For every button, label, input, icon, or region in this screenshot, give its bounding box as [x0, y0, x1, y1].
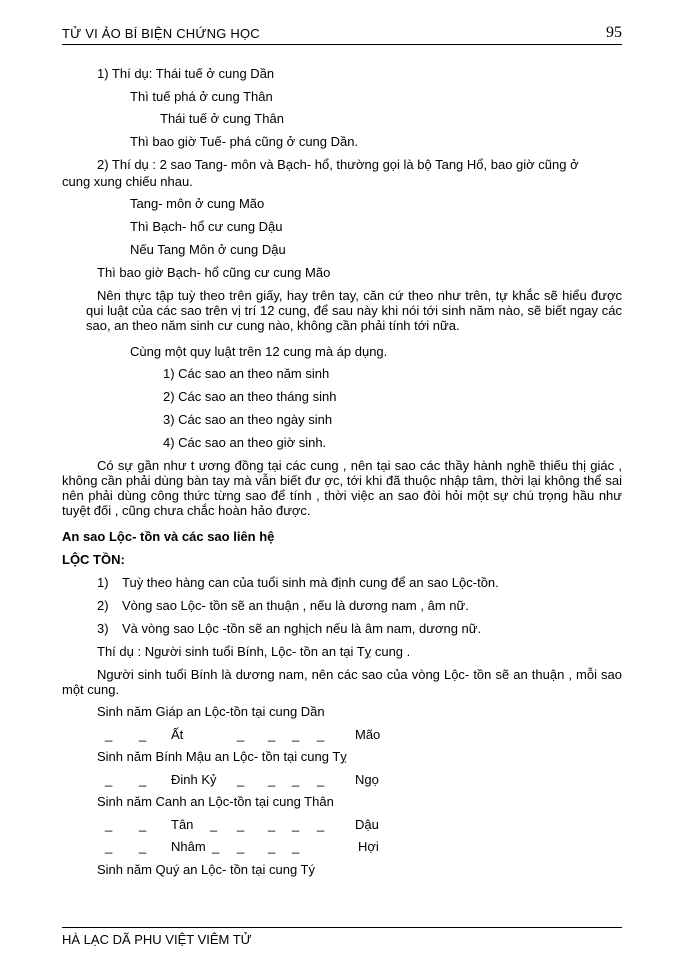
- numbered-item-number: 1): [97, 575, 109, 590]
- example-1-line: 1) Thí dụ: Thái tuế ở cung Dần: [97, 66, 275, 81]
- ditto-mark: _: [268, 839, 276, 854]
- ditto-mark: _: [237, 817, 245, 832]
- birth-year-line: Sinh năm Bính Mậu an Lộc- tồn tại cung Tỵ: [97, 749, 347, 764]
- heavenly-stem: Ất: [171, 727, 184, 742]
- ditto-mark: _: [292, 772, 300, 787]
- ditto-mark: _: [139, 817, 147, 832]
- ditto-mark: _: [317, 727, 325, 742]
- numbered-item-text: Và vòng sao Lộc -tồn sẽ an nghịch nếu là âm nam, dương nữ.: [122, 621, 482, 636]
- ditto-mark: _: [105, 817, 113, 832]
- paragraph-explanation: Người sinh tuổi Bính là dương nam, nên các sao của vòng Lộc- tồn sẽ an thuận , mỗi sao một cung.: [62, 667, 622, 697]
- example-1-line: Thì tuế phá ở cung Thân: [130, 89, 273, 104]
- list-item: 1) Các sao an theo năm sinh: [163, 366, 330, 381]
- heavenly-stem: Đinh Kỷ: [171, 772, 217, 787]
- ditto-mark: _: [212, 839, 220, 854]
- birth-year-line: Sinh năm Canh an Lộc-tồn tại cung Thân: [97, 794, 334, 809]
- ditto-mark: _: [105, 727, 113, 742]
- ditto-mark: _: [317, 772, 325, 787]
- ditto-mark: _: [105, 772, 113, 787]
- numbered-item-text: Tuỳ theo hàng can của tuổi sinh mà định cung để an sao Lộc-tồn.: [122, 575, 499, 590]
- palace-name: Dậu: [355, 817, 379, 832]
- ditto-mark: _: [268, 727, 276, 742]
- ditto-mark: _: [139, 839, 147, 854]
- footer-rule: [62, 927, 622, 928]
- paragraph-practice: Nên thực tập tuỳ theo trên giấy, hay trên tay, căn cứ theo như trên, tự khắc sẽ hiểu được qui luật của các sao trên vị trí 12 cung, để sau này khi nói tới sinh năm nào, sẽ biết ngay các sao, an theo năm sinh cư cung nào, không cần phải tính tới nữa.: [86, 288, 622, 333]
- ditto-mark: _: [139, 772, 147, 787]
- palace-name: Ngọ: [355, 772, 379, 787]
- page-number: 95: [606, 24, 622, 41]
- ditto-mark: _: [268, 817, 276, 832]
- example-2-line: Nếu Tang Môn ở cung Dậu: [130, 242, 286, 257]
- running-footer-author: HÀ LẠC DÃ PHU VIỆT VIÊM TỬ: [62, 932, 252, 947]
- numbered-item-number: 2): [97, 598, 109, 613]
- ditto-mark: _: [237, 772, 245, 787]
- example-2-line: Thì Bạch- hổ cư cung Dậu: [130, 219, 283, 234]
- section-heading: An sao Lộc- tồn và các sao liên hệ: [62, 529, 275, 544]
- numbered-item-number: 3): [97, 621, 109, 636]
- list-item: 3) Các sao an theo ngày sinh: [163, 412, 333, 427]
- palace-name: Mão: [355, 727, 381, 742]
- numbered-item-text: Vòng sao Lộc- tồn sẽ an thuận , nếu là dương nam , âm nữ.: [122, 598, 469, 613]
- ditto-mark: _: [139, 727, 147, 742]
- subsection-heading: LỘC TỒN:: [62, 552, 125, 567]
- heavenly-stem: Tân: [171, 817, 194, 832]
- example-line: Thí dụ : Người sinh tuổi Bính, Lộc- tồn an tại Tỵ cung .: [97, 644, 411, 659]
- ditto-mark: _: [237, 727, 245, 742]
- heavenly-stem: Nhâm: [171, 839, 206, 854]
- ditto-mark: _: [317, 817, 325, 832]
- example-2-line: 2) Thí dụ : 2 sao Tang- môn và Bạch- hổ, thường gọi là bộ Tang Hổ, bao giờ cũng ở: [97, 157, 579, 172]
- example-2-line: cung xung chiếu nhau.: [62, 174, 193, 189]
- example-1-line: Thì bao giờ Tuế- phá cũng ở cung Dần.: [130, 134, 359, 149]
- example-2-line: Tang- môn ở cung Mão: [130, 196, 265, 211]
- list-item: 4) Các sao an theo giờ sinh.: [163, 435, 327, 450]
- ditto-mark: _: [292, 727, 300, 742]
- birth-year-line: Sinh năm Giáp an Lộc-tồn tại cung Dần: [97, 704, 325, 719]
- example-2-line: Thì bao giờ Bạch- hổ cũng cư cung Mão: [97, 265, 331, 280]
- paragraph-similarity: Có sự gần như t ương đồng tại các cung , nên tại sao các thầy hành nghề thiếu thị giác , không cần phải dùng bàn tay mà vẫn biết đư ợc, tới khi đã thuộc nhập tâm, thời lại không thể sai nên phải dùng công thức từng sao để tính , thời việc an sao đòi hỏi một sự chú trọng hầu như tuyệt đối , cũng chưa chắc hoàn hảo được.: [62, 458, 622, 518]
- rule-line: Cùng một quy luật trên 12 cung mà áp dụng.: [130, 344, 388, 359]
- ditto-mark: _: [292, 817, 300, 832]
- ditto-mark: _: [210, 817, 218, 832]
- ditto-mark: _: [237, 839, 245, 854]
- example-1-line: Thái tuế ở cung Thân: [160, 111, 284, 126]
- ditto-mark: _: [268, 772, 276, 787]
- list-item: 2) Các sao an theo tháng sinh: [163, 389, 337, 404]
- ditto-mark: _: [105, 839, 113, 854]
- palace-name: Hợi: [358, 839, 379, 854]
- running-header-title: TỬ VI ẢO BÍ BIỆN CHỨNG HỌC: [62, 26, 260, 41]
- birth-year-line: Sinh năm Quý an Lộc- tồn tại cung Tý: [97, 862, 315, 877]
- ditto-mark: _: [292, 839, 300, 854]
- header-rule: [62, 44, 622, 45]
